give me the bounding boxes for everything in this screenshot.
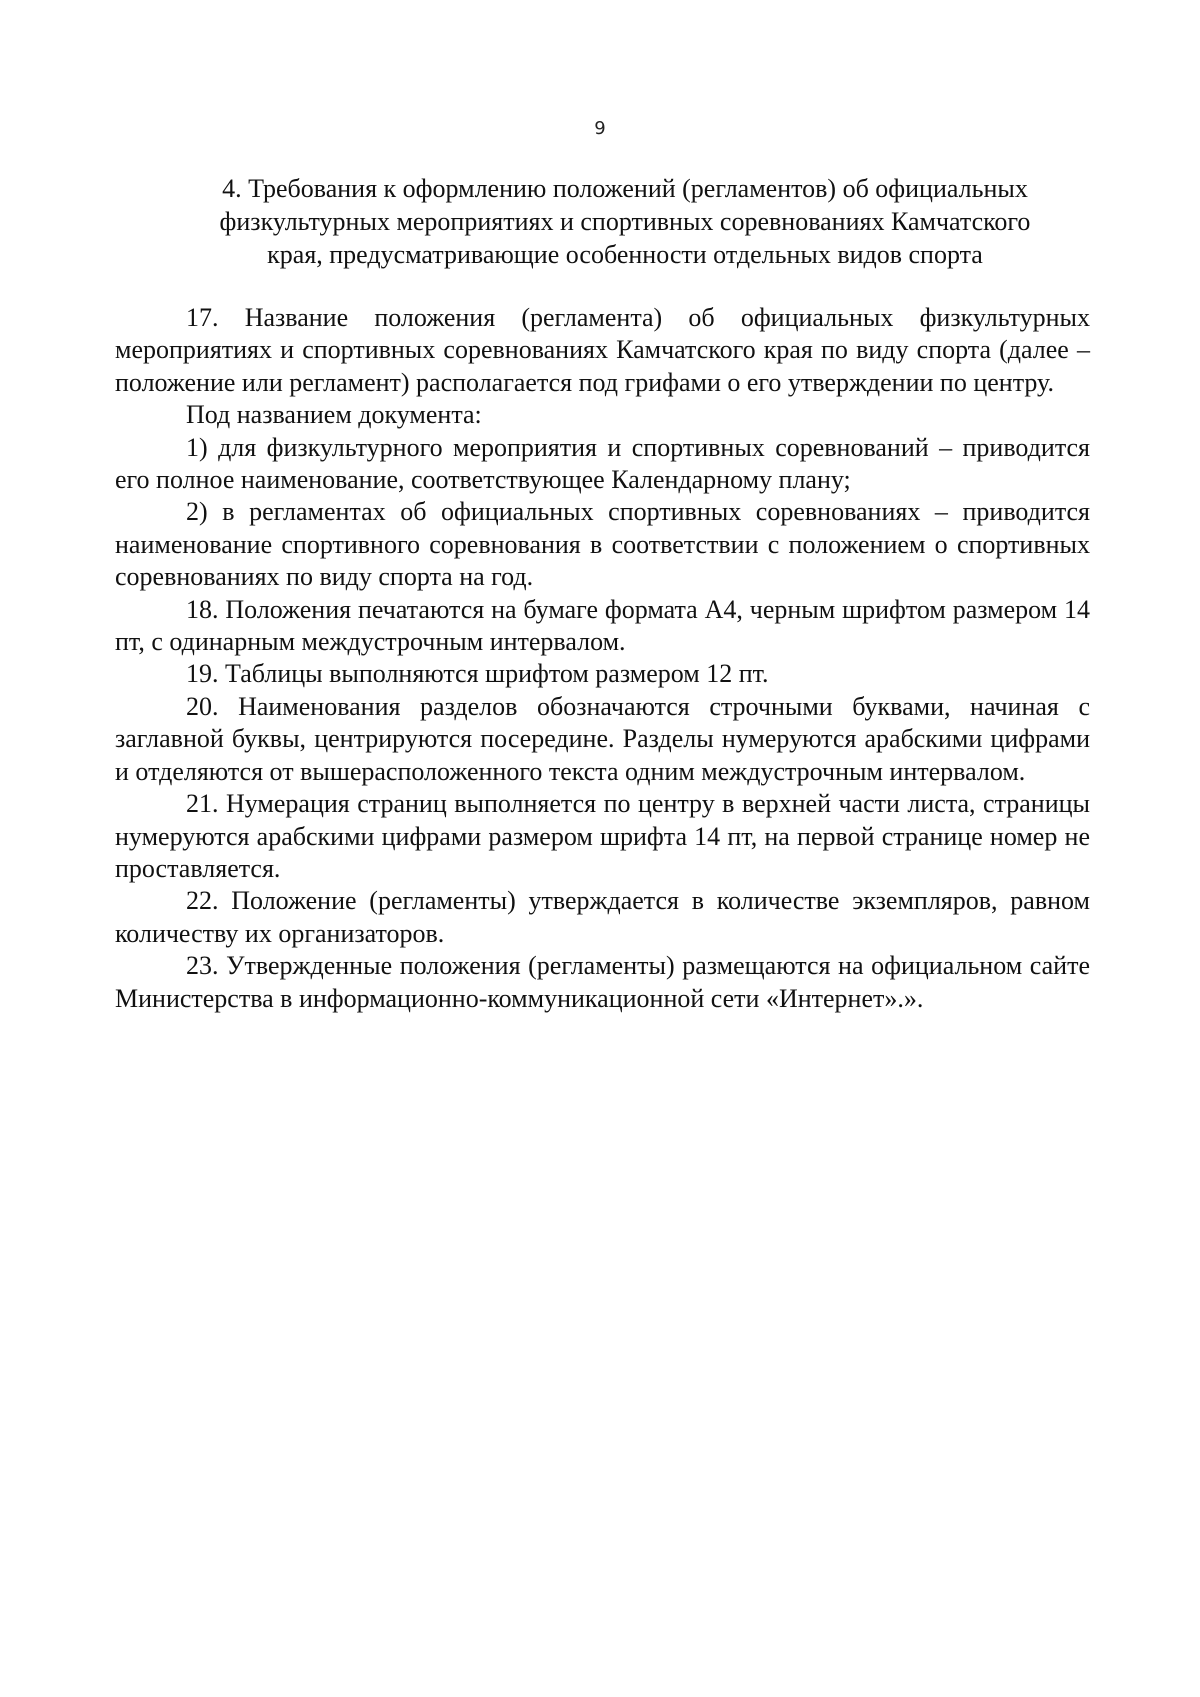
paragraph-21: 21. Нумерация страниц выполняется по центру в верхней части листа, страницы нумеруются арабскими цифрами размером шрифта 14 пт, на первой странице номер не проставляется. xyxy=(115,789,1090,883)
section-heading-line: 4. Требования к оформлению положений (регламентов) об официальных xyxy=(222,174,1028,203)
paragraph-17: 17. Название положения (регламента) об официальных физкультурных мероприятиях и спортивных соревнованиях Камчатского края по виду спорта (далее – положение или регламент) располагается под грифами о его утверждении по центру. xyxy=(115,303,1090,397)
section-heading-line: физкультурных мероприятиях и спортивных соревнованиях Камчатского xyxy=(219,207,1031,236)
section-body xyxy=(115,302,1090,1015)
section-heading-line: края, предусматривающие особенности отдельных видов спорта xyxy=(267,240,983,269)
paragraph-22: 22. Положение (регламенты) утверждается в количестве экземпляров, равном количеству их организаторов. xyxy=(115,886,1090,948)
paragraph-18: 18. Положения печатаются на бумаге формата А4, черным шрифтом размером 14 пт, с одинарным междустрочным интервалом. xyxy=(115,594,1090,657)
page-number: 9 xyxy=(594,118,606,139)
paragraph-under-title: Под названием документа: xyxy=(186,400,482,430)
paragraph-item-2: 2) в регламентах об официальных спортивных соревнованиях – приводится наименование спортивного соревнования в соответствии с положением о спортивных соревнованиях по виду спорта на год. xyxy=(115,497,1090,592)
section-heading xyxy=(170,172,1080,271)
paragraph-item-1: 1) для физкультурного мероприятия и спортивных соревнований – приводится его полное наименование, соответствующее Календарному плану; xyxy=(115,432,1090,495)
paragraph-20: 20. Наименования разделов обозначаются строчными буквами, начиная с заглавной буквы, центрируются посередине. Разделы нумеруются арабскими цифрами и отделяются от вышерасположенного текста одним междустрочным интервалом. xyxy=(115,691,1090,786)
paragraph-19: 19. Таблицы выполняются шрифтом размером 12 пт. xyxy=(186,659,769,689)
paragraph-23: 23. Утвержденные положения (регламенты) размещаются на официальном сайте Министерства в информационно-коммуникационной сети «Интернет».». xyxy=(115,951,1090,1013)
